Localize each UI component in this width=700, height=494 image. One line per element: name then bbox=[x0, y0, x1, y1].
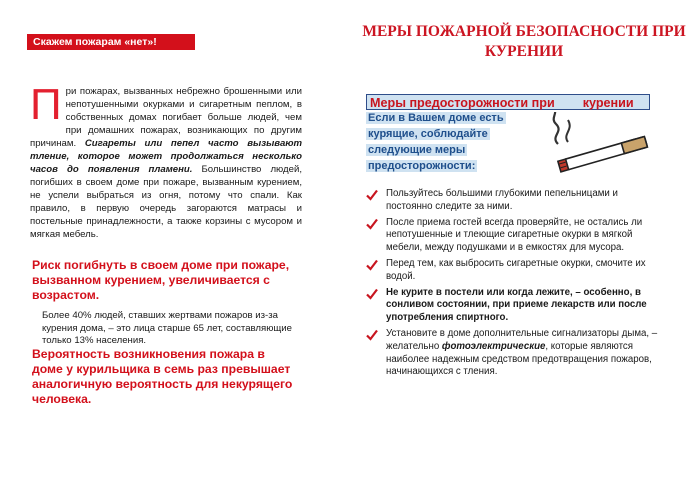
list-item bbox=[366, 287, 666, 325]
lead-line: предосторожности: bbox=[368, 160, 476, 172]
drop-cap: П bbox=[30, 80, 62, 129]
check-icon bbox=[366, 189, 378, 201]
section-title-part-1: Меры предосторожности при bbox=[370, 96, 555, 110]
lead-text bbox=[366, 110, 526, 174]
list-item bbox=[366, 217, 666, 255]
list-item bbox=[366, 188, 666, 214]
check-icon bbox=[366, 218, 378, 230]
cigarette-icon bbox=[528, 112, 654, 174]
risk-heading: Риск погибнуть в своем доме при пожаре, вызванном курением, увеличивается с возрастом. bbox=[32, 258, 290, 302]
tip-text-post: , которые являются наиболее надежным средством предотвращения пожаров, начинающихся с тления. bbox=[386, 340, 652, 378]
tip-text: Пользуйтесь большими глубокими пепельницами и постоянно следите за ними. bbox=[386, 188, 618, 212]
lead-line: курящие, соблюдайте bbox=[368, 128, 488, 140]
tip-text-emphasis: фотоэлектрические bbox=[441, 340, 546, 352]
intro-text-2: Большинство людей, погибших в своем доме при пожаре, вызванным курением, не успели выбраться из огня, потому что спали. Как правило, в первую очередь загораются матрасы и постельные принадлежности, а также корзины с мусором и мягкая мебель. bbox=[30, 164, 302, 240]
list-item bbox=[366, 258, 666, 284]
lead-line: Если в Вашем доме есть bbox=[368, 112, 504, 124]
intro-paragraph bbox=[30, 80, 302, 241]
lead-line: следующие меры bbox=[368, 144, 466, 156]
precautions-list bbox=[366, 188, 666, 382]
tip-text: После приема гостей всегда проверяйте, не остались ли непотушенные и тлеющие сигаретные окурки в мягкой мебели, между подушками и в емкостях для мусора. bbox=[386, 216, 643, 254]
check-icon bbox=[366, 259, 378, 271]
tip-text-pre: Установите в доме дополнительные сигнализаторы дыма, – желательно bbox=[386, 327, 658, 352]
tip-text: Не курите в постели или когда лежите, – особенно, в сонливом состоянии, при приеме лекарств или после употребления спиртного. bbox=[386, 286, 647, 324]
check-icon bbox=[366, 329, 378, 341]
tip-text bbox=[386, 328, 657, 377]
section-title bbox=[366, 94, 650, 110]
check-icon bbox=[366, 288, 378, 300]
smoke-swirl bbox=[554, 112, 559, 144]
intro-emphasis: Сигареты или пепел часто вызывают тление, которое может продолжаться несколько часов до появления пламени. bbox=[30, 138, 302, 175]
banner-say-no: Скажем пожарам «нет»! bbox=[27, 34, 195, 50]
page-title: МЕРЫ ПОЖАРНОЙ БЕЗОПАСНОСТИ ПРИ КУРЕНИИ bbox=[362, 23, 686, 60]
section-title-part-2: курении bbox=[582, 96, 634, 110]
tip-text: Перед тем, как выбросить сигаретные окурки, смочите их водой. bbox=[386, 257, 646, 282]
smoke-swirl bbox=[566, 120, 569, 142]
list-item bbox=[366, 328, 666, 379]
risk-statistic: Более 40% людей, ставших жертвами пожаров из-за курения дома, – это лица старше 65 лет, составляющие только 13% населения. bbox=[42, 310, 292, 346]
intro-text-1: ри пожарах, вызванных небрежно брошенными или непотушенными окурками и сигаретным пеплом, в собственных домах погибает больше людей, чем при домашних пожарах, возникающих по другим причинам. bbox=[30, 86, 302, 149]
probability-heading: Вероятность возникновения пожара в доме у курильщика в семь раз превышает аналогичную вероятность для некурящего человека. bbox=[32, 347, 293, 406]
